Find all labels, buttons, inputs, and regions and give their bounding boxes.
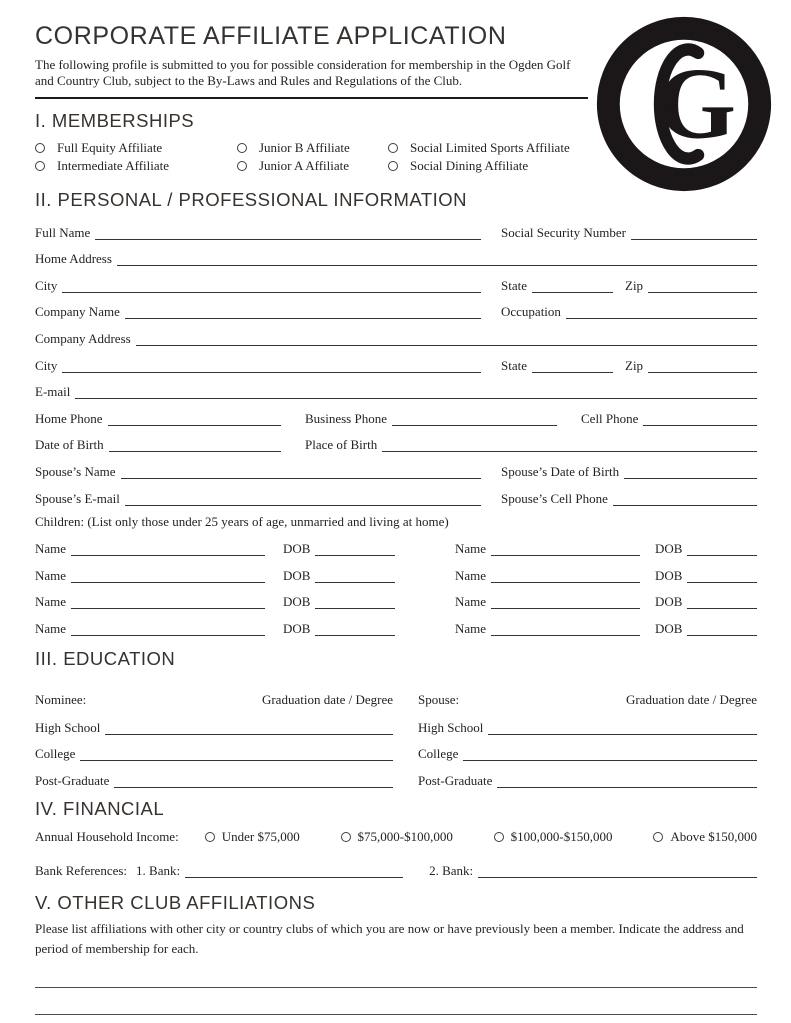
- graduation-degree-label: Graduation date / Degree: [261, 691, 393, 707]
- occupation-line[interactable]: [566, 304, 757, 319]
- education-nominee-column: [35, 680, 393, 788]
- child-name-label: Name: [455, 620, 487, 636]
- home-city-line[interactable]: [62, 278, 481, 293]
- bank2-line[interactable]: [478, 863, 757, 878]
- membership-option-label: Social Limited Sports Affiliate: [410, 140, 570, 155]
- email-line[interactable]: [75, 384, 757, 399]
- child-name-label: Name: [35, 541, 67, 557]
- email-label: E-mail: [35, 384, 71, 400]
- bank1-label: 1. Bank:: [136, 862, 181, 878]
- cell-phone-label: Cell Phone: [581, 410, 639, 426]
- radio-income-100k-150k[interactable]: [494, 832, 504, 842]
- radio-full-equity-affiliate[interactable]: [35, 143, 45, 153]
- child-name-line[interactable]: [491, 568, 640, 583]
- place-of-birth-label: Place of Birth: [305, 437, 378, 453]
- affiliation-line-1[interactable]: [35, 987, 757, 988]
- income-option-label: $75,000-$100,000: [357, 828, 453, 844]
- home-state-label: State: [501, 277, 527, 293]
- spouse-label: Spouse:: [418, 691, 460, 707]
- child-dob-label: DOB: [283, 620, 311, 636]
- spouse-cell-label: Spouse’s Cell Phone: [501, 490, 608, 506]
- child-row: [35, 609, 757, 636]
- child-dob-label: DOB: [655, 620, 683, 636]
- form-row: [35, 479, 757, 506]
- svg-text:G: G: [656, 47, 737, 161]
- nominee-post-graduate-line[interactable]: [114, 773, 393, 788]
- child-dob-label: DOB: [283, 594, 311, 610]
- income-option-label: Above $150,000: [670, 828, 757, 844]
- bank-references-label: Bank References:: [35, 862, 128, 878]
- spouse-email-line[interactable]: [125, 491, 481, 506]
- bank2-label: 2. Bank:: [429, 862, 474, 878]
- ogc-monogram-icon: [596, 16, 772, 192]
- company-state-label: State: [501, 357, 527, 373]
- company-address-line[interactable]: [136, 331, 757, 346]
- child-row: [35, 556, 757, 583]
- income-option-under-75k: [205, 828, 300, 846]
- home-phone-line[interactable]: [108, 411, 281, 426]
- nominee-high-school-label: High School: [35, 719, 101, 735]
- income-row: [35, 824, 757, 850]
- header-divider: [35, 97, 588, 99]
- ssn-line[interactable]: [631, 225, 757, 240]
- form-row: [35, 319, 757, 346]
- bank1-line[interactable]: [185, 863, 403, 878]
- child-dob-line[interactable]: [687, 568, 757, 583]
- home-phone-label: Home Phone: [35, 410, 103, 426]
- section-heading-personal: II. PERSONAL / PROFESSIONAL INFORMATION: [35, 189, 468, 210]
- membership-option-label: Social Dining Affiliate: [410, 158, 529, 173]
- form-row: [35, 266, 757, 293]
- form-row: [35, 240, 757, 267]
- form-row: [35, 452, 757, 479]
- form-row: [35, 399, 757, 426]
- membership-option-junior-b: [237, 139, 388, 157]
- child-name-line[interactable]: [71, 594, 265, 609]
- income-option-100k-150k: [494, 828, 613, 846]
- child-name-line[interactable]: [491, 541, 640, 556]
- company-zip-label: Zip: [625, 357, 644, 373]
- page-title: CORPORATE AFFILIATE APPLICATION: [35, 22, 507, 50]
- affiliation-line-2[interactable]: [35, 1014, 757, 1015]
- child-name-label: Name: [35, 594, 67, 610]
- company-name-label: Company Name: [35, 304, 120, 320]
- child-dob-label: DOB: [655, 594, 683, 610]
- radio-social-limited-sports-affiliate[interactable]: [388, 143, 398, 153]
- education-grid: [35, 680, 757, 788]
- membership-option-full-equity: [35, 139, 237, 157]
- child-dob-line[interactable]: [687, 541, 757, 556]
- full-name-label: Full Name: [35, 224, 91, 240]
- company-state-line[interactable]: [532, 358, 613, 373]
- spouse-college-line[interactable]: [463, 746, 757, 761]
- company-city-line[interactable]: [62, 358, 481, 373]
- date-of-birth-label: Date of Birth: [35, 437, 104, 453]
- full-name-line[interactable]: [95, 225, 481, 240]
- spouse-high-school-label: High School: [418, 719, 484, 735]
- company-zip-line[interactable]: [648, 358, 757, 373]
- radio-junior-a-affiliate[interactable]: [237, 161, 247, 171]
- company-name-line[interactable]: [125, 304, 481, 319]
- date-of-birth-line[interactable]: [109, 437, 281, 452]
- child-name-line[interactable]: [71, 541, 265, 556]
- nominee-high-school-line[interactable]: [105, 720, 393, 735]
- form-row: [35, 213, 757, 240]
- membership-column-2: [237, 139, 388, 175]
- business-phone-line[interactable]: [392, 411, 557, 426]
- income-label: Annual Household Income:: [35, 828, 179, 844]
- home-address-label: Home Address: [35, 251, 112, 267]
- membership-option-label: Full Equity Affiliate: [57, 140, 163, 155]
- form-row: [35, 426, 757, 453]
- membership-option-label: Intermediate Affiliate: [57, 158, 170, 173]
- child-row: [35, 530, 757, 557]
- child-name-line[interactable]: [71, 568, 265, 583]
- membership-column-1: [35, 139, 237, 175]
- graduation-degree-label: Graduation date / Degree: [625, 691, 757, 707]
- child-dob-line[interactable]: [687, 621, 757, 636]
- radio-social-dining-affiliate[interactable]: [388, 161, 398, 171]
- company-address-label: Company Address: [35, 330, 131, 346]
- child-dob-line[interactable]: [315, 621, 395, 636]
- children-note: Children: (List only those under 25 years of age, unmarried and living at home): [35, 513, 449, 529]
- nominee-college-label: College: [35, 746, 76, 762]
- education-spouse-column: [418, 680, 757, 788]
- home-zip-line[interactable]: [648, 278, 757, 293]
- child-dob-line[interactable]: [315, 594, 395, 609]
- child-dob-line[interactable]: [315, 541, 395, 556]
- cell-phone-line[interactable]: [643, 411, 757, 426]
- income-option-label: $100,000-$150,000: [510, 828, 613, 844]
- child-dob-label: DOB: [655, 567, 683, 583]
- income-option-label: Under $75,000: [221, 828, 300, 844]
- radio-intermediate-affiliate[interactable]: [35, 161, 45, 171]
- spouse-name-line[interactable]: [121, 464, 481, 479]
- affiliations-note: Please list affiliations with other city or country clubs of which you are now or have previously been a member. Indicate the address and period of membership for each.: [35, 920, 744, 956]
- place-of-birth-line[interactable]: [382, 437, 757, 452]
- membership-option-label: Junior A Affiliate: [259, 158, 350, 173]
- nominee-college-line[interactable]: [80, 746, 393, 761]
- income-option-above-150k: [653, 828, 757, 846]
- home-zip-label: Zip: [625, 277, 644, 293]
- spouse-email-label: Spouse’s E-mail: [35, 490, 120, 506]
- child-name-line[interactable]: [71, 621, 265, 636]
- spouse-name-label: Spouse’s Name: [35, 463, 116, 479]
- child-name-line[interactable]: [491, 594, 640, 609]
- nominee-label: Nominee:: [35, 691, 87, 707]
- form-row: [35, 293, 757, 320]
- form-row: [35, 346, 757, 373]
- occupation-label: Occupation: [501, 304, 561, 320]
- membership-option-label: Junior B Affiliate: [259, 140, 350, 155]
- spouse-post-graduate-line[interactable]: [497, 773, 757, 788]
- income-option-75k-100k: [341, 828, 453, 846]
- child-name-label: Name: [455, 567, 487, 583]
- child-dob-label: DOB: [283, 541, 311, 557]
- home-state-line[interactable]: [532, 278, 613, 293]
- business-phone-label: Business Phone: [305, 410, 387, 426]
- spouse-cell-line[interactable]: [613, 491, 757, 506]
- child-name-label: Name: [35, 567, 67, 583]
- bank-references-row: [35, 850, 757, 878]
- membership-option-intermediate: [35, 157, 237, 175]
- membership-option-junior-a: [237, 157, 388, 175]
- intro-text: The following profile is submitted to you for possible consideration for membership in the Ogden Golf and Country Club, subject to the By-Laws and Rules and Regulations of the Club.: [35, 57, 571, 88]
- section-heading-affiliations: V. OTHER CLUB AFFILIATIONS: [35, 891, 316, 913]
- spouse-post-graduate-label: Post-Graduate: [418, 772, 493, 788]
- company-city-label: City: [35, 357, 58, 373]
- spouse-high-school-line[interactable]: [488, 720, 757, 735]
- radio-income-under-75k[interactable]: [205, 832, 215, 842]
- child-row: [35, 583, 757, 610]
- child-dob-label: DOB: [655, 541, 683, 557]
- nominee-post-graduate-label: Post-Graduate: [35, 772, 110, 788]
- section-heading-financial: IV. FINANCIAL: [35, 797, 165, 819]
- spouse-dob-line[interactable]: [624, 464, 757, 479]
- child-name-line[interactable]: [491, 621, 640, 636]
- section-heading-education: III. EDUCATION: [35, 647, 176, 669]
- child-name-label: Name: [35, 620, 67, 636]
- child-name-label: Name: [455, 541, 487, 557]
- child-dob-line[interactable]: [687, 594, 757, 609]
- form-row: [35, 373, 757, 400]
- spouse-dob-label: Spouse’s Date of Birth: [501, 463, 620, 479]
- ssn-label: Social Security Number: [501, 224, 626, 240]
- child-dob-label: DOB: [283, 567, 311, 583]
- spouse-college-label: College: [418, 746, 459, 762]
- section-heading-memberships: I. MEMBERSHIPS: [35, 110, 195, 131]
- child-name-label: Name: [455, 594, 487, 610]
- income-options: [205, 828, 757, 846]
- radio-junior-b-affiliate[interactable]: [237, 143, 247, 153]
- home-address-line[interactable]: [117, 251, 757, 266]
- home-city-label: City: [35, 277, 58, 293]
- radio-income-above-150k[interactable]: [653, 832, 663, 842]
- radio-income-75k-100k[interactable]: [341, 832, 351, 842]
- child-dob-line[interactable]: [315, 568, 395, 583]
- club-logo: [596, 16, 772, 192]
